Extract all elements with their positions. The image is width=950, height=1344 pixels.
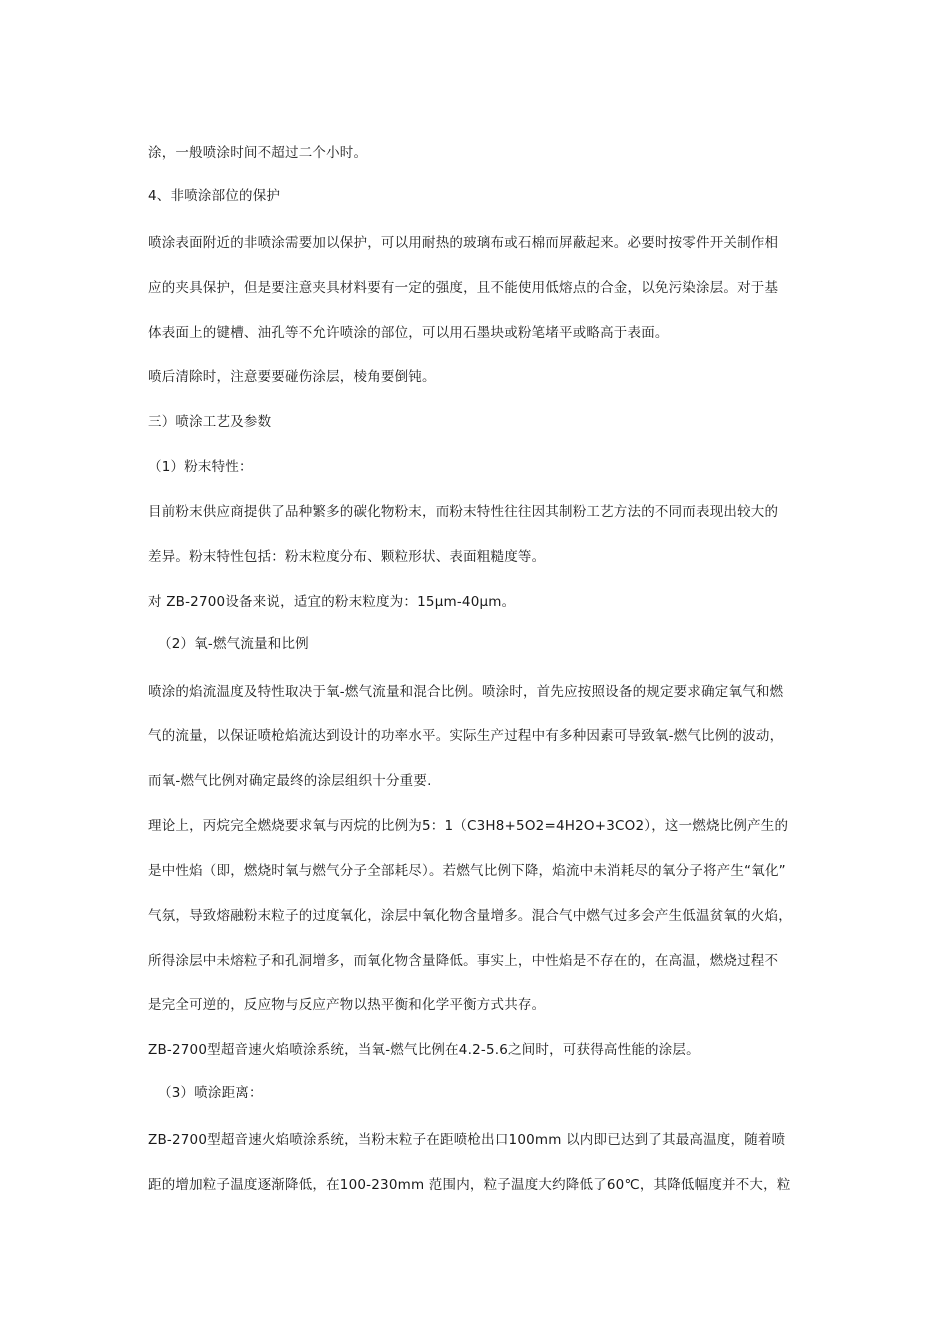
paragraph-line: 对 ZB-2700设备来说，适宜的粉末粒度为：15μm-40μm。 [148, 594, 516, 610]
section-heading: 三）喷涂工艺及参数 [148, 414, 272, 430]
paragraph-line: 距的增加粒子温度逐渐降低，在100-230mm 范围内，粒子温度大约降低了60℃，其降低幅度并不大，粒 [148, 1177, 791, 1193]
paragraph-line: 气的流量，以保证喷枪焰流达到设计的功率水平。实际生产过程中有多种因素可导致氧-燃气比例的波动， [148, 728, 784, 744]
paragraph-line: ZB-2700型超音速火焰喷涂系统，当氧-燃气比例在4.2-5.6之间时，可获得高性能的涂层。 [148, 1042, 700, 1058]
paragraph-line: 是中性焰（即，燃烧时氧与燃气分子全部耗尽）。若燃气比例下降，焰流中未消耗尽的氧分子将产生“氧化” [148, 863, 786, 879]
paragraph-line: 差异。粉末特性包括：粉末粒度分布、颗粒形状、表面粗糙度等。 [148, 549, 546, 565]
subsection-heading: （2）氧-燃气流量和比例 [158, 636, 309, 652]
paragraph-line: 是完全可逆的，反应物与反应产物以热平衡和化学平衡方式共存。 [148, 997, 546, 1013]
section-heading: 4、非喷涂部位的保护 [148, 188, 281, 204]
paragraph-line: 气氛，导致熔融粉末粒子的过度氧化，涂层中氧化物含量增多。混合气中燃气过多会产生低温贫氧的火焰， [148, 908, 792, 924]
paragraph-line: 应的夹具保护，但是要注意夹具材料要有一定的强度，且不能使用低熔点的合金，以免污染涂层。对于基 [148, 280, 779, 296]
paragraph-line: 目前粉末供应商提供了品种繁多的碳化物粉末，而粉末特性往往因其制粉工艺方法的不同而表现出较大的 [148, 504, 779, 520]
paragraph-line: 体表面上的键槽、油孔等不允许喷涂的部位，可以用石墨块或粉笔堵平或略高于表面。 [148, 325, 669, 341]
paragraph-line: 喷涂的焰流温度及特性取决于氧-燃气流量和混合比例。喷涂时，首先应按照设备的规定要求确定氧气和燃 [148, 684, 784, 700]
paragraph-line: ZB-2700型超音速火焰喷涂系统，当粉末粒子在距喷枪出口100mm 以内即已达到了其最高温度，随着喷 [148, 1132, 786, 1148]
paragraph-line: 喷涂表面附近的非喷涂需要加以保护，可以用耐热的玻璃布或石棉而屏蔽起来。必要时按零件开关制作相 [148, 235, 779, 251]
paragraph-line: 所得涂层中未熔粒子和孔洞增多，而氧化物含量降低。事实上，中性焰是不存在的，在高温，燃烧过程不 [148, 953, 779, 969]
paragraph-line: 涂，一般喷涂时间不超过二个小时。 [148, 145, 368, 161]
paragraph-line: 喷后清除时，注意要要碰伤涂层，棱角要倒钝。 [148, 369, 436, 385]
subsection-heading: （1）粉末特性： [148, 459, 253, 475]
paragraph-line: 而氧-燃气比例对确定最终的涂层组织十分重要. [148, 773, 432, 789]
paragraph-line: 理论上，丙烷完全燃烧要求氧与丙烷的比例为5：1（C3H8+5O2=4H2O+3CO2），这一燃烧比例产生的 [148, 818, 789, 834]
subsection-heading: （3）喷涂距离： [158, 1085, 263, 1101]
